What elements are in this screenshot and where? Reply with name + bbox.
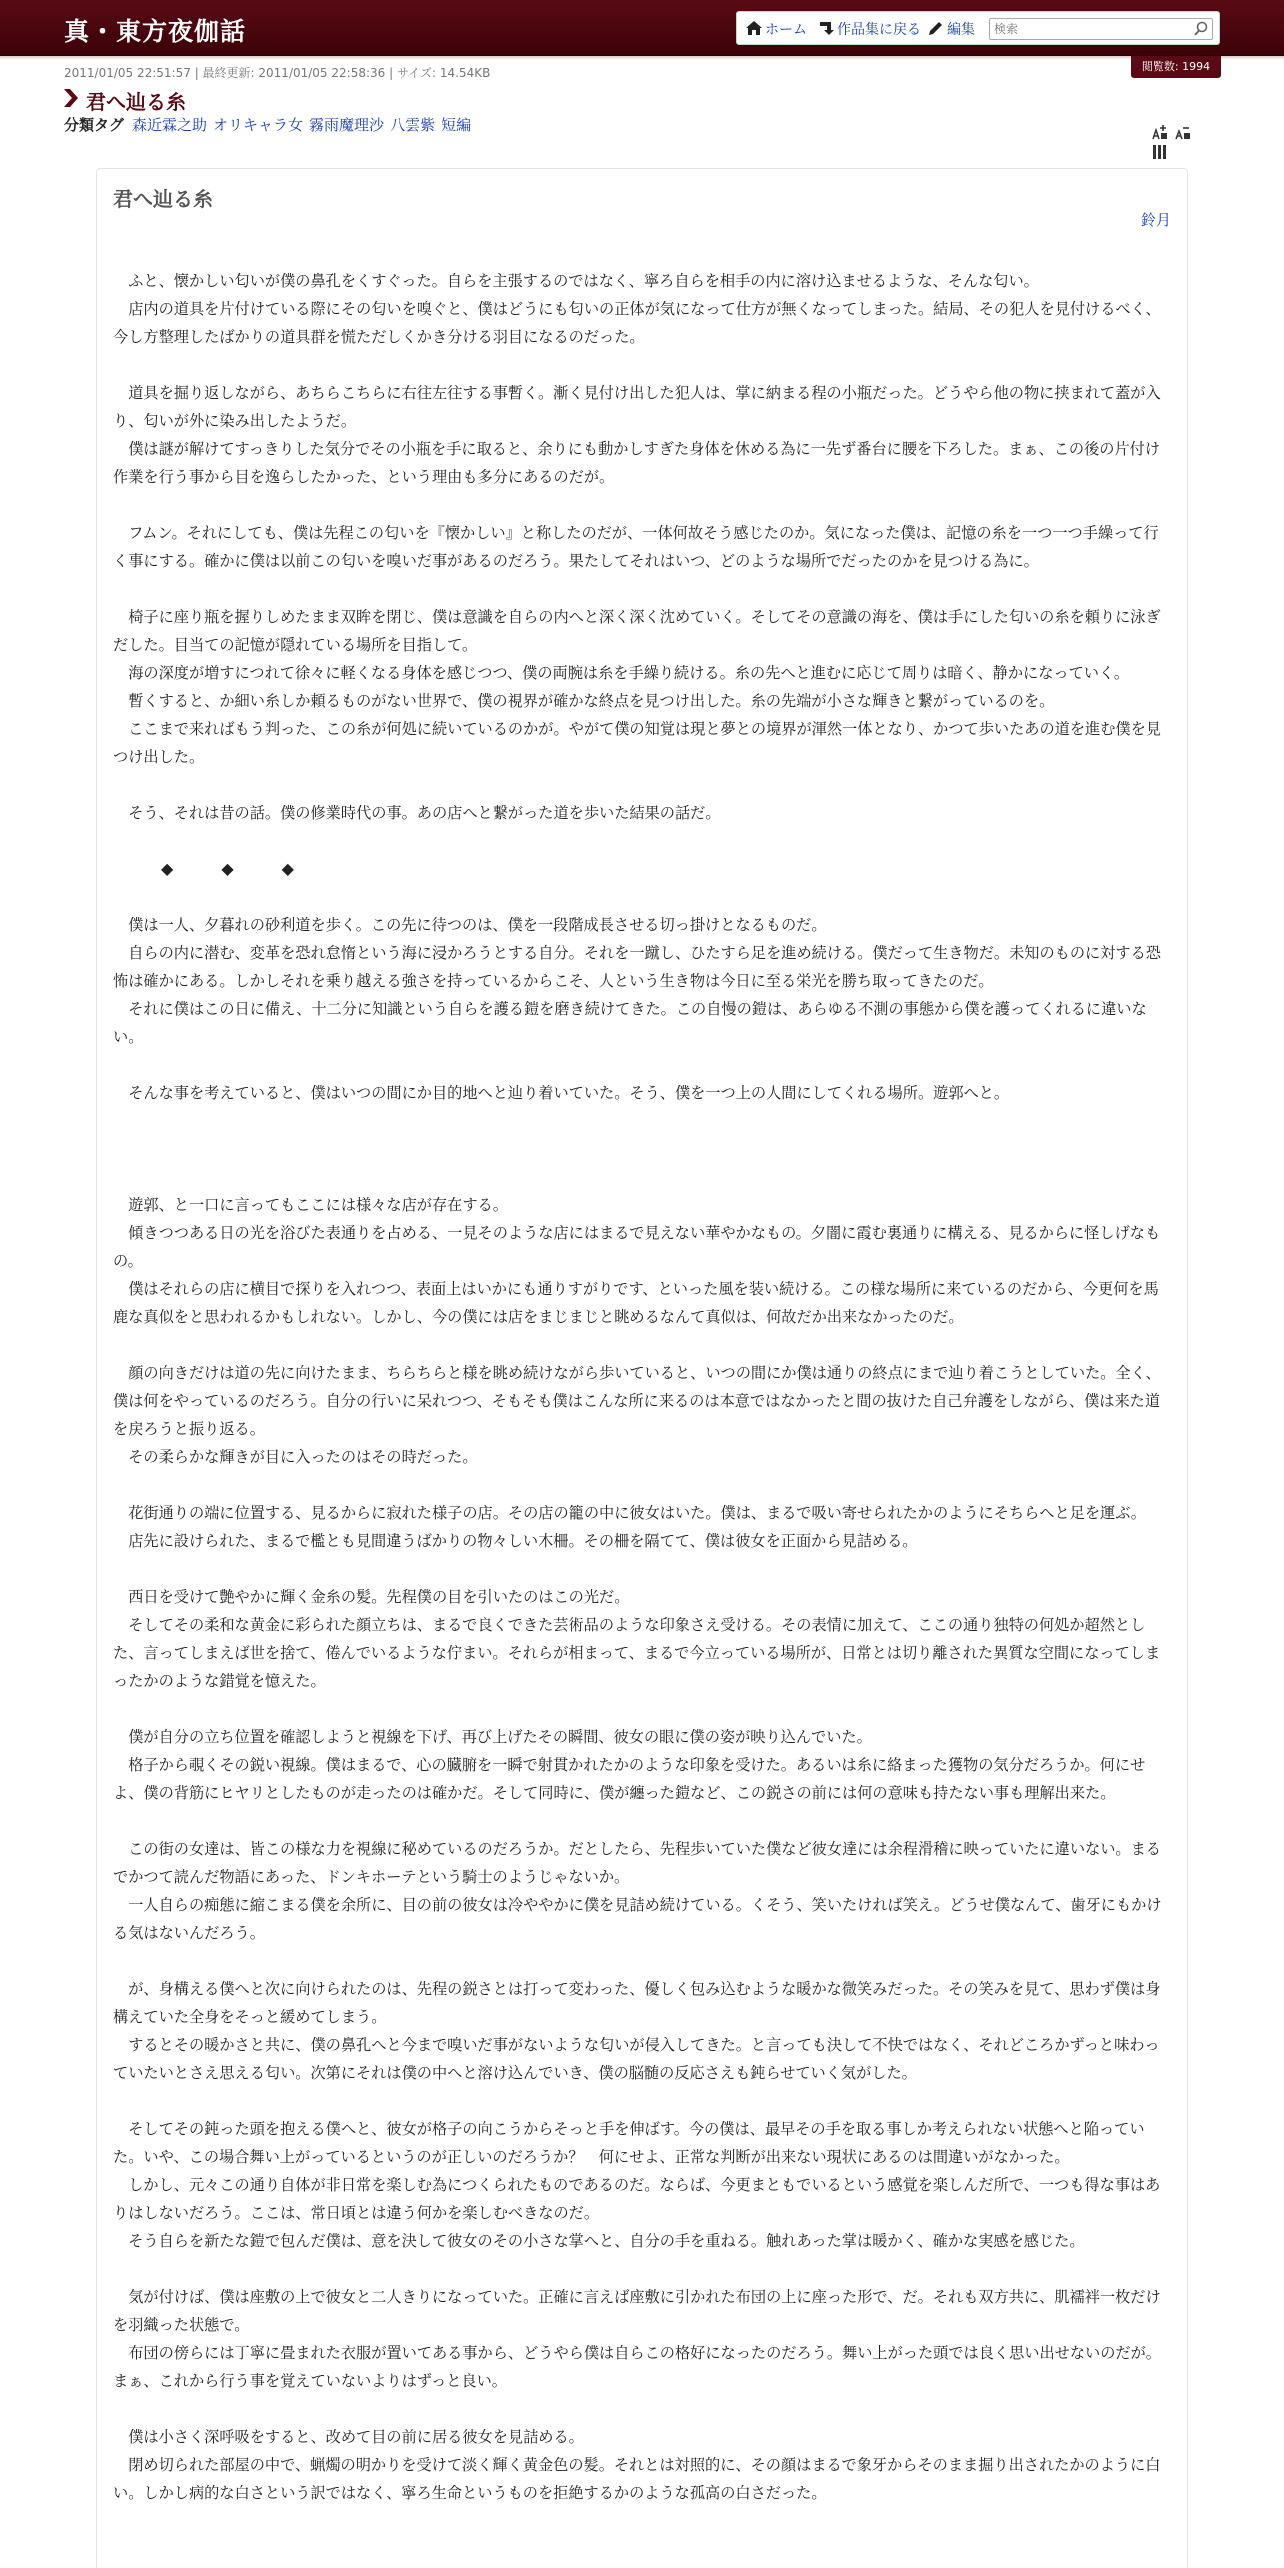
diamond-separator: ◆	[281, 859, 294, 878]
paragraph: 椅子に座り瓶を握りしめたまま双眸を閉じ、僕は意識を自らの内へと深く深く沈めていく。そしてその意識の海を、僕は手にした匂いの糸を頼りに泳ぎだした。目当ての記憶が隠れている場所を目指して。	[113, 608, 1161, 654]
header-shadow	[0, 56, 1284, 60]
paragraph-gap	[113, 1163, 1173, 1191]
nav-box	[736, 11, 1220, 45]
paragraph-gap	[113, 1331, 1173, 1359]
paragraph: するとその暖かさと共に、僕の鼻孔へと今まで嗅いだ事がないような匂いが侵入してきた。と言っても決して不快ではなく、それどころかずっと味わっていたいとさえ思える匂い。次第にそれは僕の中へと溶け込んでいき、僕の脳髄の反応さえも鈍らせていく気がした。	[113, 2036, 1160, 2082]
home-icon	[745, 20, 763, 36]
site-header	[0, 0, 1284, 56]
search-input[interactable]	[994, 21, 1182, 37]
paragraph: しかし、元々この通り自体が非日常を楽しむ為につくられたものであるのだ。ならば、今更まともでいるという感覚を楽しんだ所で、一つも得な事はありはしないだろう。ここは、常日頃とは違う何かを楽しむべきなのだ。	[113, 2176, 1161, 2222]
paragraph: そしてその柔和な黄金に彩られた顔立ちは、まるで良くできた芸術品のような印象さえ受ける。その表情に加えて、ここの通り独特の何処か超然とした、言ってしまえば世を捨て、倦んでいるような佇まい。それらが相まって、まるで今立っている場所が、日常とは切り離された異質な空間になってしまったかのような錯覚を憶えた。	[113, 1616, 1161, 1690]
chevron-right-icon	[62, 87, 80, 109]
paragraph-gap	[113, 883, 1173, 911]
paragraph: 店先に設けられた、まるで檻とも見間違うばかりの物々しい木柵。その柵を隔てて、僕は彼女を正面から見詰める。	[113, 1532, 918, 1550]
paragraph: 僕は小さく深呼吸をすると、改めて目の前に居る彼女を見詰める。	[113, 2428, 584, 2446]
paragraph: 布団の傍らには丁寧に畳まれた衣服が置いてある事から、どうやら僕は自らこの格好になったのだろう。舞い上がった頭では良く思い出せないのだが。まぁ、これから行う事を覚えていないよりはずっと良い。	[113, 2344, 1161, 2390]
article-title: 君へ辿る糸	[113, 187, 213, 211]
paragraph: 僕は一人、夕暮れの砂利道を歩く。この先に待つのは、僕を一段階成長させる切っ掛けとなるものだ。	[113, 916, 827, 934]
paragraph: 道具を掘り返しながら、あちらこちらに右往左往する事暫く。漸く見付け出した犯人は、掌に納まる程の小瓶だった。どうやら他の物に挟まれて蓋が入り、匂いが外に染み出したようだ。	[113, 384, 1161, 430]
paragraph: 顔の向きだけは道の先に向けたまま、ちらちらと様を眺め続けながら歩いていると、いつの間にか僕は通りの終点にまで辿り着こうとしていた。全く、僕は何をやっているのだろう。自分の行いに呆れつつ、そもそも僕はこんな所に来るのは本意ではなかったと間の抜けた自己弁護をしながら、僕は来た道を戻ろうと振り返る。	[113, 1364, 1161, 1438]
paragraph: 自らの内に潜む、変革を恐れ怠惰という海に浸かろうとする自分。それを一蹴し、ひたすら足を進め続ける。僕だって生き物だ。未知のものに対する恐怖は確かにある。しかしそれを乗り越える強さを持っているからこそ、人という生き物は今日に至る栄光を勝ち取ってきたのだ。	[113, 944, 1161, 990]
paragraph-gap	[113, 2395, 1173, 2423]
edit-label: 編集	[947, 22, 975, 38]
paragraph: 海の深度が増すにつれて徐々に軽くなる身体を感じつつ、僕の両腕は糸を手繰り続ける。糸の先へと進むに応じて周りは暗く、静かになっていく。	[113, 664, 1130, 682]
paragraph: ここまで来ればもう判った、この糸が何処に続いているのかが。やがて僕の知覚は現と夢との境界が渾然一体となり、かつて歩いたあの道を進む僕を見つけ出した。	[113, 720, 1161, 766]
paragraph: 花街通りの端に位置する、見るからに寂れた様子の店。その店の籠の中に彼女はいた。僕は、まるで吸い寄せられたかのようにそちらへと足を運ぶ。	[113, 1504, 1146, 1522]
tag-list	[64, 114, 477, 135]
paragraph-gap	[113, 575, 1173, 603]
paragraph: そしてその鈍った頭を抱える僕へと、彼女が格子の向こうからそっと手を伸ばす。今の僕は、最早その手を取る事しか考えられない状態へと陥っていた。いや、この場合舞い上がっているというのが正しいのだろうか？ 何にせよ、正常な判断が出来ない現状にあるのは間違いがなかった。	[113, 2120, 1145, 2166]
paragraph: それに僕はこの日に備え、十二分に知識という自らを護る鎧を磨き続けてきた。この自慢の鎧は、あらゆる不測の事態から僕を護ってくれるに違いない。	[113, 1000, 1147, 1046]
paragraph: 西日を受けて艶やかに輝く金糸の髪。先程僕の目を引いたのはこの光だ。	[113, 1588, 630, 1606]
paragraph-gap	[113, 771, 1173, 799]
font-decrease-icon[interactable]	[1175, 124, 1191, 140]
paragraph: 店内の道具を片付けている際にその匂いを嗅ぐと、僕はどうにも匂いの正体が気になって仕方が無くなってしまった。結局、その犯人を見付けるべく、今し方整理したばかりの道具群を慌ただしくかき分ける羽目になるのだった。	[113, 300, 1161, 346]
site-title[interactable]: 真・東方夜伽話	[64, 17, 247, 46]
paragraph: その柔らかな輝きが目に入ったのはその時だった。	[113, 1448, 478, 1466]
paragraph: 一人自らの痴態に縮こまる僕を余所に、目の前の彼女は冷ややかに僕を見詰め続けている。くそう、笑いたければ笑え。どうせ僕なんて、歯牙にもかける気はないんだろう。	[113, 1896, 1162, 1942]
paragraph-gap	[113, 2087, 1173, 2115]
edit-link[interactable]	[927, 20, 975, 38]
paragraph: そう自らを新たな鎧で包んだ僕は、意を決して彼女のその小さな掌へと、自分の手を重ねる。触れあった掌は暖かく、確かな実感を感じた。	[113, 2232, 1085, 2250]
paragraph: この街の女達は、皆この様な力を視線に秘めているのだろうか。だとしたら、先程歩いていた僕など彼女達には余程滑稽に映っていたに違いない。まるでかつて読んだ物語にあった、ドンキホーテという騎士のようじゃないか。	[113, 1840, 1161, 1886]
paragraph-gap	[113, 1107, 1173, 1135]
paragraph: 気が付けば、僕は座敷の上で彼女と二人きりになっていた。正確に言えば座敷に引かれた布団の上に座った形で、だ。それも双方共に、肌襦袢一枚だけを羽織った状態で。	[113, 2288, 1161, 2334]
paragraph: 遊郭、と一口に言ってもここには様々な店が存在する。	[113, 1196, 508, 1214]
paragraph: そう、それは昔の話。僕の修業時代の事。あの店へと繋がった道を歩いた結果の話だ。	[113, 804, 721, 822]
tag-link[interactable]: 八雲紫	[390, 116, 436, 134]
paragraph-gap	[113, 491, 1173, 519]
view-count-badge: 閲覧数: 1994	[1131, 56, 1221, 78]
tags-label: 分類タグ	[64, 116, 125, 134]
tool-icons	[1152, 124, 1216, 140]
paragraph: 僕はそれらの店に横目で探りを入れつつ、表面上はいかにも通りすがりです、といった風を装い続ける。この様な場所に来ているのだから、今更何を馬鹿な真似をと思われるかもしれない。しかし、今の僕には店をまじまじと眺めるなんて真似は、何故だか出来なかったのだ。	[113, 1280, 1159, 1326]
tag-link[interactable]: オリキャラ女	[213, 116, 304, 134]
pencil-icon	[927, 20, 945, 36]
paragraph: そんな事を考えていると、僕はいつの間にか目的地へと辿り着いていた。そう、僕を一つ上の人間にしてくれる場所。遊郭へと。	[113, 1084, 1010, 1102]
paragraph-gap	[113, 1051, 1173, 1079]
tag-link[interactable]: 霧雨魔理沙	[309, 116, 385, 134]
tag-link[interactable]: 短編	[441, 116, 472, 134]
paragraph-gap	[113, 1555, 1173, 1583]
search-icon[interactable]	[1193, 21, 1209, 37]
paragraph: ふと、懐かしい匂いが僕の鼻孔をくすぐった。自らを主張するのではなく、寧ろ自らを相手の内に溶け込ませるような、そんな匂い。	[113, 272, 1039, 290]
back-to-collection-link[interactable]	[817, 20, 921, 38]
paragraph: 僕が自分の立ち位置を確認しようと視線を下げ、再び上げたその瞬間、彼女の眼に僕の姿が映り込んでいた。	[113, 1728, 872, 1746]
vertical-layout-icon[interactable]	[1152, 144, 1168, 160]
paragraph: 僕は謎が解けてすっきりした気分でその小瓶を手に取ると、余りにも動かしすぎた身体を休める為に一先ず番台に腰を下ろした。まぁ、この後の片付け作業を行う事から目を逸らしたかった、という理由も多分にあるのだが。	[113, 440, 1161, 486]
paragraph-gap	[113, 1471, 1173, 1499]
font-increase-icon[interactable]	[1152, 124, 1168, 140]
paragraph-gap	[113, 1807, 1173, 1835]
paragraph-gap	[113, 1695, 1173, 1723]
paragraph-gap	[113, 351, 1173, 379]
home-label: ホーム	[765, 22, 807, 38]
article-body	[113, 267, 1173, 2507]
tag-link[interactable]: 森近霖之助	[132, 116, 208, 134]
paragraph: 暫くすると、か細い糸しか頼るものがない世界で、僕の視界が確かな終点を見つけ出した。糸の先端が小さな輝きと繋がっているのを。	[113, 692, 1055, 710]
paragraph-gap	[113, 827, 1173, 855]
paragraph: フムン。それにしても、僕は先程この匂いを『懐かしい』と称したのだが、一体何故そう感じたのか。気になった僕は、記憶の糸を一つ一つ手繰って行く事にする。確かに僕は以前この匂いを嗅いだ事があるのだろう。果たしてそれはいつ、どのような場所でだったのかを見つける為に。	[113, 524, 1159, 570]
author-link[interactable]: 鈴月	[1140, 211, 1171, 229]
paragraph: が、身構える僕へと次に向けられたのは、先程の鋭さとは打って変わった、優しく包み込むような暖かな微笑みだった。その笑みを見て、思わず僕は身構えていた全身をそっと緩めてしまう。	[113, 1980, 1161, 2026]
post-meta: 2011/01/05 22:51:57 | 最終更新: 2011/01/05 22:58:36 | サイズ: 14.54KB	[64, 66, 491, 80]
home-link[interactable]	[745, 20, 807, 38]
paragraph-gap	[113, 2255, 1173, 2283]
diamond-separator: ◆	[161, 859, 174, 878]
paragraph: 閉め切られた部屋の中で、蝋燭の明かりを受けて淡く輝く黄金色の髪。それとは対照的に、その顔はまるで象牙からそのまま掘り出されたかのように白い。しかし病的な白さという訳ではなく、寧ろ生命というものを拒絶するかのような孤高の白さだった。	[113, 2456, 1161, 2502]
diamond-separator: ◆	[221, 859, 234, 878]
scene-break	[113, 855, 1173, 883]
back-label: 作品集に戻る	[837, 22, 921, 38]
return-arrow-icon	[817, 20, 835, 36]
page-title: 君へ辿る糸	[86, 90, 186, 114]
search-box	[989, 18, 1213, 40]
paragraph-gap	[113, 1947, 1173, 1975]
paragraph: 傾きつつある日の光を浴びた表通りを占める、一見そのような店にはまるで見えない華やかなもの。夕闇に霞む裏通りに構える、見るからに怪しげなもの。	[113, 1224, 1161, 1270]
paragraph-gap	[113, 1135, 1173, 1163]
article-box	[96, 168, 1188, 2568]
paragraph: 格子から覗くその鋭い視線。僕はまるで、心の臓腑を一瞬で射貫かれたかのような印象を受けた。あるいは糸に絡まった獲物の気分だろうか。何にせよ、僕の背筋にヒヤリとしたものが走ったのは確かだ。そして同時に、僕が纏った鎧など、この鋭さの前には何の意味も持たない事も理解出来た。	[113, 1756, 1146, 1802]
